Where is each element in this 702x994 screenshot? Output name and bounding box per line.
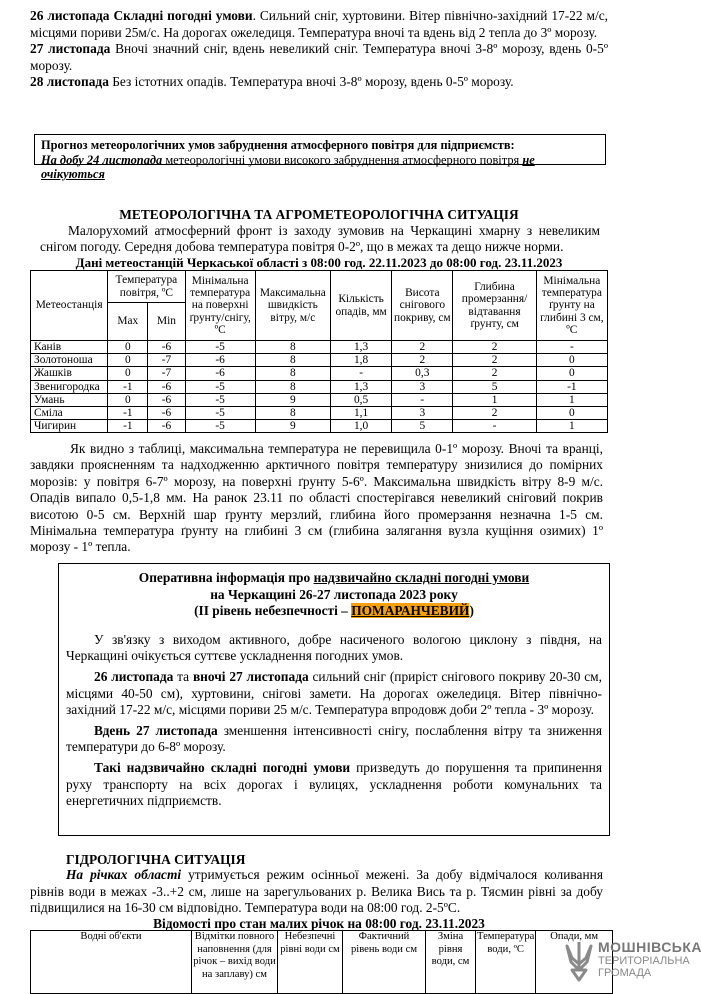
meteo-cell: 9 (255, 393, 330, 406)
meteo-cell: -1 (108, 407, 148, 420)
warning-box (58, 563, 610, 836)
meteo-cell: - (453, 420, 536, 433)
meteo-cell: 1 (453, 393, 536, 406)
meteo-cell: -5 (185, 380, 255, 393)
meteo-cell: -6 (148, 393, 185, 406)
warning-p2-text: сильний сніг (приріст снігового покриву 20-30 см, місцями 40-50 см), хуртовини, снігові замети. На дорогах ожеледиця. Вітер північно-західний 17-22 м/с, місцями пориви 25 м/с. Температура впродовж доби 2º тепла - 3º морозу. (66, 668, 603, 718)
station-name: Умань (31, 393, 108, 406)
meteo-cell: 2 (392, 354, 453, 367)
warning-p4-text: призведуть до порушення та припинення руху транспорту на всіх дорогах і вулицях, ускладнення роботи комунальних та енергетичних підприємств. (66, 759, 602, 809)
meteo-cell: 3 (392, 407, 453, 420)
forecast-26-date: 26 листопада (30, 8, 110, 23)
warning-t1: Оперативна інформація про (138, 570, 314, 585)
warning-p4 (66, 760, 602, 810)
station-name: Жашків (31, 367, 108, 380)
forecast-block (30, 8, 608, 91)
warning-t2: на Черкащині 26-27 листопада 2023 року (210, 586, 458, 602)
meteo-cell: -6 (148, 420, 185, 433)
meteo-row (31, 380, 608, 393)
hydro-text (30, 867, 603, 917)
meteo-cell: 2 (453, 407, 536, 420)
meteo-intro: Малорухомий атмосферний фронт із заходу зумовив на Черкащині хмарну з невеликим снігом погоду. Середня добова температура повітря 0-2º, що в межах та дещо нижче норми. (40, 223, 600, 254)
meteo-cell: 0 (536, 354, 607, 367)
meteo-cell: 1,1 (331, 407, 392, 420)
meteo-cell: 1 (536, 393, 607, 406)
th-air-temp: Температура повітря, ºС (108, 271, 185, 303)
warning-level-badge: ПОМАРАНЧЕВИЙ (351, 603, 470, 619)
forecast-26 (30, 8, 608, 41)
station-name: Сміла (31, 407, 108, 420)
meteo-cell: -7 (148, 367, 185, 380)
forecast-28 (30, 74, 608, 91)
rh-6: Опади, мм (536, 931, 613, 994)
meteo-cell: -6 (185, 354, 255, 367)
meteo-cell: 8 (255, 380, 330, 393)
th-freeze: Глибина промерзання/ відтавання ґрунту, см (453, 271, 536, 341)
meteo-cell: 9 (255, 420, 330, 433)
warning-p2-date1: 26 листопада (94, 668, 174, 684)
forecast-27 (30, 41, 608, 74)
meteo-row (31, 341, 608, 354)
th-min: Min (148, 303, 185, 341)
meteo-cell: -6 (185, 367, 255, 380)
meteo-cell: 1,0 (331, 420, 392, 433)
warning-t3 (66, 603, 602, 620)
meteo-cell: 0,3 (392, 367, 453, 380)
meteo-cell: 1,3 (331, 341, 392, 354)
warning-p2 (66, 669, 602, 719)
meteo-summary: Як видно з таблиці, максимальна температура не перевищила 0-1º морозу. Вночі та вранці, завдяки проясненням та надходженню арктичного повітря температуру знизилися до помірних морозів: у повітря 6-7º морозу, на поверхні ґрунту 5-6º. Максимальна швидкість вітру 8-9 м/с. Опадів випало 0,5-1,8 мм. На ранок 23.11 по області спостерігався невеликий сніговий покрив висотою 0-5 см. Верхній шар ґрунту мерзлий, глибина його промерзання незначна 1-5 см. Мінімальна температура ґрунту на глибині 3 см (глибина залягання вузла кущіння озимих) 1º морозу - 1º тепла. (30, 441, 603, 555)
rh-2: Небезпечні рівні води см (278, 931, 343, 994)
th-min-3cm: Мінімальна температура ґрунту на глибині 3 см, ºС (536, 271, 607, 341)
logo-line2: ТЕРИТОРІАЛЬНА (598, 955, 690, 967)
meteo-heading: МЕТЕОРОЛОГІЧНА ТА АГРОМЕТЕОРОЛОГІЧНА СИТУАЦІЯ (119, 207, 519, 222)
meteo-cell: 2 (453, 341, 536, 354)
meteo-cell: 5 (392, 420, 453, 433)
th-snow: Висота снігового покриву, см (392, 271, 453, 341)
warning-t3-text: (ІІ рівень небезпечності – (194, 603, 352, 619)
meteo-cell: -1 (536, 380, 607, 393)
warning-title (66, 570, 602, 587)
community-logo (562, 938, 702, 986)
warning-p1: У зв'язку з виходом активного, добре насиченого вологою циклону з півдня, на Черкащині очікується суттєве ускладнення погодних умов. (66, 631, 602, 664)
pollution-text: метеорологічні умови високого забруднення атмосферного повітря (162, 152, 523, 167)
forecast-26-title: Складні погодні умови (113, 8, 253, 23)
meteo-row (31, 420, 608, 433)
meteo-cell: -5 (185, 341, 255, 354)
meteo-cell: -6 (148, 341, 185, 354)
warning-p3-date: Вдень 27 листопада (94, 722, 218, 738)
warning-t3-end: ) (469, 603, 474, 619)
warning-p2-date2: вночі 27 листопада (192, 668, 309, 684)
th-min-surface: Мінімальна температура на поверхні ґрунту/снігу, ºС (185, 271, 255, 341)
rh-1: Відмітки повного наповнення (для річок – вихід води на заплаву) см (192, 931, 278, 994)
station-name: Звенигородка (31, 380, 108, 393)
rh-3: Фактичний рівень води см (343, 931, 426, 994)
meteo-cell: -5 (185, 407, 255, 420)
meteo-cell: 0 (536, 407, 607, 420)
trident-icon (562, 940, 596, 984)
meteo-cell: 0 (108, 354, 148, 367)
meteo-cell: - (392, 393, 453, 406)
station-name: Канів (31, 341, 108, 354)
pollution-verdict: не очікуються (41, 152, 535, 182)
meteo-cell: -5 (185, 420, 255, 433)
forecast-28-text: Без істотних опадів. Температура вночі 3-8º морозу, вдень 0-5º морозу. (108, 74, 514, 90)
th-wind: Максимальна швидкість вітру, м/с (255, 271, 330, 341)
meteo-cell: 8 (255, 407, 330, 420)
pollution-day: На добу 24 листопада (41, 152, 163, 167)
warning-p2-and: та (173, 668, 193, 684)
hydro-table-caption: Відомості про стан малих річок на 08:00 год. 23.11.2023 (153, 916, 485, 931)
meteo-cell: 8 (255, 367, 330, 380)
meteo-cell: 8 (255, 354, 330, 367)
meteo-cell: 8 (255, 341, 330, 354)
meteo-cell: - (536, 341, 607, 354)
rivers-table (30, 930, 613, 994)
meteo-table (30, 270, 608, 433)
logo-line1: МОШНІВСЬКА (598, 939, 702, 955)
pollution-title: Прогноз метеорологічних умов забруднення атмосферного повітря для підприємств: (41, 138, 515, 152)
meteo-cell: 2 (392, 341, 453, 354)
meteo-cell: 2 (453, 367, 536, 380)
forecast-27-date: 27 листопада (30, 41, 111, 57)
meteo-cell: -5 (185, 393, 255, 406)
meteo-cell: 2 (453, 354, 536, 367)
meteo-cell: 0 (536, 367, 607, 380)
rh-0: Водні об'єкти (31, 931, 192, 994)
warning-p4-lead: Такі надзвичайно складні погодні умови (94, 759, 351, 775)
meteo-row (31, 393, 608, 406)
meteo-cell: - (331, 367, 392, 380)
meteo-cell: 0 (108, 367, 148, 380)
meteo-cell: -1 (108, 420, 148, 433)
station-name: Чигирин (31, 420, 108, 433)
meteo-cell: -6 (148, 380, 185, 393)
hydro-heading: ГІДРОЛОГІЧНА СИТУАЦІЯ (66, 852, 246, 867)
station-name: Золотоноша (31, 354, 108, 367)
meteo-cell: -6 (148, 407, 185, 420)
pollution-line (41, 153, 599, 182)
warning-p3 (66, 723, 602, 756)
pollution-box (34, 134, 606, 182)
hydro-body: утримується режим осінньої межені. За добу відмічалося коливання рівнів води в межах -3..+2 см, лише на зарегульованих р. Велика Вись та р. Тясмин рівні за добу підвищилися на 16-30 см відповідно. Температура води на 08:00 год. 2-5ºС. (30, 867, 603, 916)
rh-4: Зміна рівня води, см (426, 931, 476, 994)
forecast-26-text: . Сильний сніг, хуртовини. Вітер північно-західний 17-22 м/с, місцями пориви 25м/с. На дорогах ожеледиця. Температура вночі та вдень від 2 тепла до 3º морозу. (30, 8, 608, 40)
meteo-row (31, 367, 608, 380)
forecast-27-text: Вночі значний сніг, вдень невеликий сніг. Температура вночі 3-8º морозу, вдень 0-5º морозу. (30, 41, 608, 73)
rh-5: Температура води, ºС (476, 931, 536, 994)
meteo-cell: 0,5 (331, 393, 392, 406)
meteo-cell: 0 (108, 393, 148, 406)
warning-p3-text: зменшення інтенсивності снігу, послаблення вітру та зниження температури до 6-8º морозу. (66, 722, 602, 755)
meteo-row (31, 407, 608, 420)
meteo-cell: 1 (536, 420, 607, 433)
warning-t1u: надзвичайно складні погодні умови (313, 570, 530, 585)
meteo-cell: 1,3 (331, 380, 392, 393)
th-max: Max (108, 303, 148, 341)
forecast-28-date: 28 листопада (30, 74, 109, 90)
meteo-cell: 0 (108, 341, 148, 354)
meteo-cell: -1 (108, 380, 148, 393)
th-precip: Кількість опадів, мм (331, 271, 392, 341)
logo-line3: ГРОМАДА (598, 967, 652, 979)
meteo-cell: 3 (392, 380, 453, 393)
meteo-table-caption: Дані метеостанцій Черкаської області з 08:00 год. 22.11.2023 до 08:00 год. 23.11.2023 (75, 255, 563, 270)
hydro-lead: На річках області (66, 867, 182, 882)
meteo-row (31, 354, 608, 367)
meteo-cell: 1,8 (331, 354, 392, 367)
meteo-cell: 5 (453, 380, 536, 393)
th-station: Метеостанція (31, 271, 108, 341)
meteo-cell: -7 (148, 354, 185, 367)
